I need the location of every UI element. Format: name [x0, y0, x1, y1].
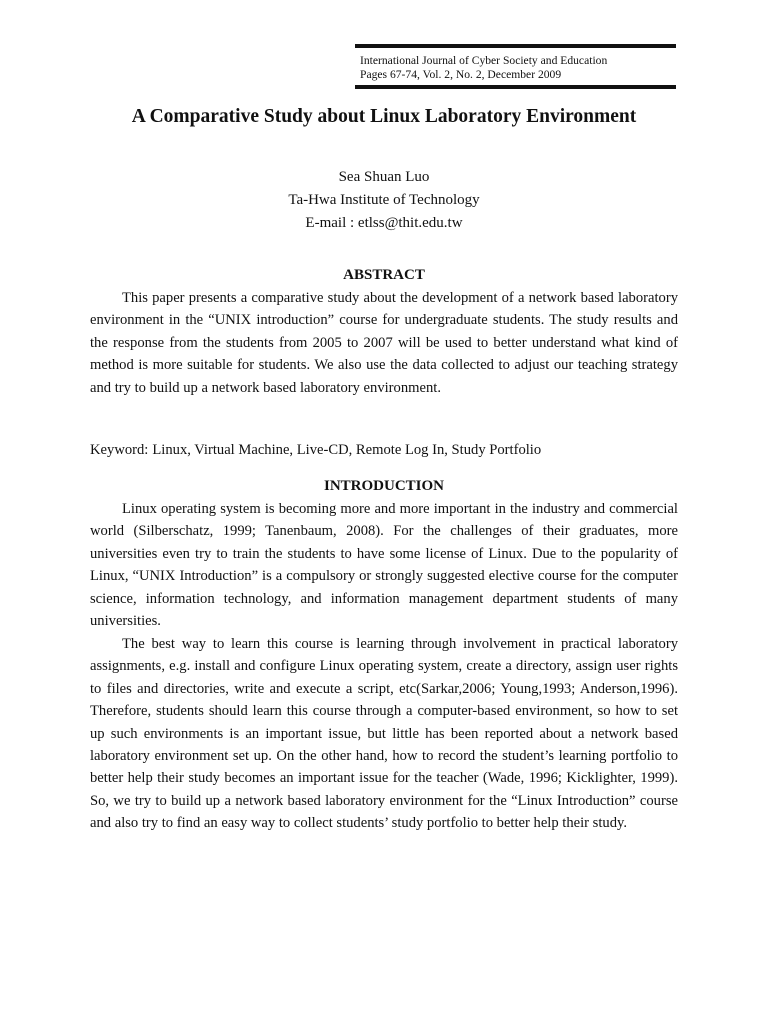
introduction-paragraph: The best way to learn this course is learning through involvement in practical laboratory assignments, e.g. install and configure Linux operating system, create a directory, assign user rights to files and directories, write and execute a script, etc(Sarkar,2006; Young,1993; Anderson,1996). Therefore, students should learn this course through a computer-based environment, so how to set up such environments is an important issue, but little has been reported about a network based laboratory environment set up. On the other hand, how to record the student’s learning portfolio to better help their study becomes an important issue for the teacher (Wade, 1996; Kicklighter, 1999). So, we try to build up a network based laboratory environment for the “Linux Introduction” course and also try to find an easy way to collect students’ study portfolio to better help their study.	[90, 636, 678, 832]
author-affiliation: Ta-Hwa Institute of Technology	[288, 192, 480, 208]
author-block	[0, 166, 768, 235]
author-name: Sea Shuan Luo	[338, 169, 430, 185]
keyword-line	[90, 439, 678, 461]
introduction-heading: INTRODUCTION	[323, 478, 444, 494]
paper-title: A Comparative Study about Linux Laboratory Environment	[131, 106, 637, 127]
author-email: E-mail : etlss@thit.edu.tw	[305, 215, 463, 231]
abstract-text: This paper presents a comparative study about the development of a network based laboratory environment in the “UNIX introduction” course for undergraduate students. The study results and the response from the students from 2005 to 2007 will be used to better understand what kind of method is more suitable for students. We also use the data collected to adjust our teaching strategy and try to build up a network based laboratory environment.	[90, 290, 678, 396]
journal-header	[355, 44, 676, 89]
abstract-heading: ABSTRACT	[343, 267, 425, 283]
introduction-paragraph: Linux operating system is becoming more and more important in the industry and commercial world (Silberschatz, 1999; Tanenbaum, 2008). For the challenges of their graduates, more universities even try to train the students to have some license of Linux. Due to the popularity of Linux, “UNIX Introduction” is a compulsory or strongly suggested elective course for the computer science, information technology, and information management department students of many universities.	[90, 501, 678, 630]
journal-citation: Pages 67-74, Vol. 2, No. 2, December 2009	[360, 68, 562, 81]
keyword-list: Linux, Virtual Machine, Live-CD, Remote Log In, Study Portfolio	[152, 442, 542, 458]
journal-name: International Journal of Cyber Society and Education	[360, 54, 608, 67]
keyword-label: Keyword:	[90, 442, 149, 458]
